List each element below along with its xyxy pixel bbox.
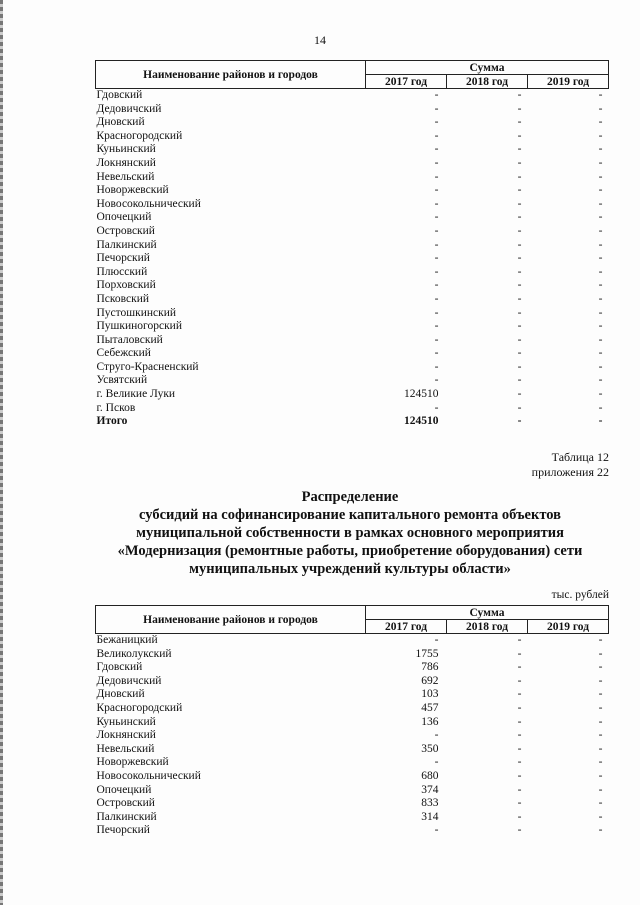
district-name-cell: Итого xyxy=(96,415,128,428)
page-number: 14 xyxy=(314,33,326,47)
table-row xyxy=(96,648,609,662)
value-2019-cell: - xyxy=(598,810,603,823)
value-2018-cell: - xyxy=(517,211,522,224)
appendix-number: приложения 22 xyxy=(531,465,609,479)
value-2019-cell: - xyxy=(598,170,603,183)
district-name-cell: Невельский xyxy=(96,742,155,755)
table-row xyxy=(96,198,609,212)
value-2017-cell: - xyxy=(434,170,439,183)
value-2017-cell: 124510 xyxy=(404,388,439,401)
table-row xyxy=(96,239,609,253)
value-2018-cell: - xyxy=(517,306,522,319)
district-name-cell: Палкинский xyxy=(96,238,157,251)
district-name-cell: Новоржевский xyxy=(96,184,169,197)
value-2018-cell: - xyxy=(517,265,522,278)
value-2019-cell: - xyxy=(598,401,603,414)
heading-line: муниципальной собственности в рамках основного мероприятия xyxy=(136,525,564,541)
value-2019-cell: - xyxy=(598,102,603,115)
value-2017-cell: - xyxy=(434,824,439,837)
table-row xyxy=(96,347,609,361)
value-2017-cell: - xyxy=(434,252,439,265)
value-2018-cell: - xyxy=(517,742,522,755)
value-2018-cell: - xyxy=(517,279,522,292)
value-2019-cell: - xyxy=(598,634,603,646)
district-name-cell: Островский xyxy=(96,797,155,810)
scan-edge xyxy=(0,0,3,905)
table-row xyxy=(96,770,609,784)
value-2019-cell: - xyxy=(598,415,603,428)
district-name-cell: Дновский xyxy=(96,688,145,701)
table-12-heading xyxy=(60,488,640,578)
value-2017-cell: - xyxy=(434,401,439,414)
value-2017-cell: - xyxy=(434,756,439,769)
value-2018-cell: - xyxy=(517,320,522,333)
value-2018-cell: - xyxy=(517,647,522,660)
value-2018-cell: - xyxy=(517,401,522,414)
district-name-cell: Дновский xyxy=(96,116,145,129)
value-2017-cell: 136 xyxy=(421,715,439,728)
table-row xyxy=(96,729,609,743)
district-name-cell: Опочецкий xyxy=(96,783,152,796)
table-row xyxy=(96,811,609,825)
table-row xyxy=(96,171,609,185)
district-name-cell: Палкинский xyxy=(96,810,157,823)
table-row xyxy=(96,334,609,348)
value-2019-cell: - xyxy=(598,197,603,210)
district-name-cell: Себежский xyxy=(96,347,151,360)
value-2019-cell: - xyxy=(598,347,603,360)
value-2018-cell: - xyxy=(517,143,522,156)
value-2017-cell: - xyxy=(434,156,439,169)
header-year-2017: 2017 год xyxy=(366,75,447,89)
district-name-cell: Новосокольнический xyxy=(96,197,201,210)
district-name-cell: Красногородский xyxy=(96,701,183,714)
heading-line: муниципальных учреждений культуры области» xyxy=(189,561,511,577)
value-2018-cell: - xyxy=(517,197,522,210)
table-row xyxy=(96,374,609,388)
value-2017-cell: - xyxy=(434,333,439,346)
value-2017-cell: - xyxy=(434,224,439,237)
table-number: Таблица 12 xyxy=(551,450,609,464)
header-year-2019: 2019 год xyxy=(528,620,609,634)
table-row xyxy=(96,225,609,239)
table-row xyxy=(96,103,609,117)
table-row xyxy=(96,634,609,648)
value-2019-cell: - xyxy=(598,143,603,156)
value-2017-cell: - xyxy=(434,211,439,224)
value-2019-cell: - xyxy=(598,224,603,237)
district-name-cell: Усвятский xyxy=(96,374,148,387)
value-2017-cell: 692 xyxy=(421,674,439,687)
value-2018-cell: - xyxy=(517,824,522,837)
table-row xyxy=(96,293,609,307)
district-name-cell: Псковский xyxy=(96,292,150,305)
district-name-cell: Дедовичский xyxy=(96,102,162,115)
value-2019-cell: - xyxy=(598,674,603,687)
value-2017-cell: - xyxy=(434,279,439,292)
value-2018-cell: - xyxy=(517,388,522,401)
district-name-cell: г. Псков xyxy=(96,401,136,414)
district-name-cell: Куньинский xyxy=(96,143,156,156)
units-label: тыс. рублей xyxy=(551,589,609,601)
value-2018-cell: - xyxy=(517,674,522,687)
value-2018-cell: - xyxy=(517,292,522,305)
value-2017-cell: 374 xyxy=(421,783,439,796)
value-2017-cell: - xyxy=(434,184,439,197)
value-2018-cell: - xyxy=(517,360,522,373)
table-row xyxy=(96,702,609,716)
total-row xyxy=(96,415,609,429)
district-name-cell: Дедовичский xyxy=(96,674,162,687)
value-2017-cell: - xyxy=(434,634,439,646)
value-2018-cell: - xyxy=(517,184,522,197)
value-2018-cell: - xyxy=(517,238,522,251)
value-2018-cell: - xyxy=(517,756,522,769)
value-2017-cell: 350 xyxy=(421,742,439,755)
value-2019-cell: - xyxy=(598,211,603,224)
value-2019-cell: - xyxy=(598,333,603,346)
table-row xyxy=(96,307,609,321)
table-row xyxy=(96,89,609,103)
value-2019-cell: - xyxy=(598,252,603,265)
heading-line: субсидий на софинансирование капитального ремонта объектов xyxy=(139,507,561,523)
value-2019-cell: - xyxy=(598,388,603,401)
table-row xyxy=(96,143,609,157)
district-name-cell: Невельский xyxy=(96,170,155,183)
value-2018-cell: - xyxy=(517,810,522,823)
subsidy-table-continued xyxy=(95,60,609,429)
value-2019-cell: - xyxy=(598,238,603,251)
value-2019-cell: - xyxy=(598,701,603,714)
value-2018-cell: - xyxy=(517,797,522,810)
value-2019-cell: - xyxy=(598,715,603,728)
value-2018-cell: - xyxy=(517,156,522,169)
value-2017-cell: 314 xyxy=(421,810,439,823)
value-2018-cell: - xyxy=(517,116,522,129)
table-row xyxy=(96,716,609,730)
table-row xyxy=(96,675,609,689)
value-2019-cell: - xyxy=(598,769,603,782)
value-2018-cell: - xyxy=(517,89,522,101)
value-2018-cell: - xyxy=(517,701,522,714)
district-name-cell: Островский xyxy=(96,224,155,237)
value-2017-cell: - xyxy=(434,197,439,210)
value-2019-cell: - xyxy=(598,320,603,333)
header-year-2017: 2017 год xyxy=(366,620,447,634)
district-name-cell: Печорский xyxy=(96,252,150,265)
header-district-name: Наименование районов и городов xyxy=(96,606,366,634)
value-2018-cell: - xyxy=(517,347,522,360)
district-name-cell: Куньинский xyxy=(96,715,156,728)
district-name-cell: Печорский xyxy=(96,824,150,837)
value-2018-cell: - xyxy=(517,102,522,115)
value-2018-cell: - xyxy=(517,252,522,265)
value-2019-cell: - xyxy=(598,824,603,837)
value-2017-cell: - xyxy=(434,116,439,129)
value-2018-cell: - xyxy=(517,170,522,183)
header-year-2018: 2018 год xyxy=(447,75,528,89)
value-2017-cell: 124510 xyxy=(404,415,439,428)
table-row xyxy=(96,361,609,375)
value-2018-cell: - xyxy=(517,415,522,428)
value-2019-cell: - xyxy=(598,265,603,278)
value-2018-cell: - xyxy=(517,715,522,728)
value-2019-cell: - xyxy=(598,156,603,169)
table-row xyxy=(96,184,609,198)
value-2017-cell: 833 xyxy=(421,797,439,810)
value-2019-cell: - xyxy=(598,279,603,292)
district-name-cell: Пустошкинский xyxy=(96,306,177,319)
district-name-cell: Великолукский xyxy=(96,647,172,660)
value-2018-cell: - xyxy=(517,224,522,237)
district-name-cell: Бежаницкий xyxy=(96,634,158,646)
value-2018-cell: - xyxy=(517,634,522,646)
table-row xyxy=(96,784,609,798)
value-2017-cell: - xyxy=(434,360,439,373)
value-2019-cell: - xyxy=(598,688,603,701)
value-2017-cell: - xyxy=(434,129,439,142)
value-2019-cell: - xyxy=(598,756,603,769)
district-name-cell: Порховский xyxy=(96,279,156,292)
value-2019-cell: - xyxy=(598,374,603,387)
subsidy-table-12 xyxy=(95,605,609,838)
table-row xyxy=(96,320,609,334)
value-2017-cell: - xyxy=(434,729,439,742)
header-sum: Сумма xyxy=(366,61,609,75)
table-row xyxy=(96,266,609,280)
value-2017-cell: - xyxy=(434,89,439,101)
value-2018-cell: - xyxy=(517,729,522,742)
value-2018-cell: - xyxy=(517,783,522,796)
heading-line: Распределение xyxy=(301,489,399,505)
value-2017-cell: - xyxy=(434,102,439,115)
district-name-cell: Гдовский xyxy=(96,661,143,674)
value-2017-cell: - xyxy=(434,320,439,333)
district-name-cell: Пыталовский xyxy=(96,333,163,346)
district-name-cell: Пушкиногорский xyxy=(96,320,182,333)
heading-line: «Модернизация (ремонтные работы, приобретение оборудования) сети xyxy=(117,543,583,559)
value-2019-cell: - xyxy=(598,742,603,755)
table-row xyxy=(96,743,609,757)
district-name-cell: Опочецкий xyxy=(96,211,152,224)
value-2019-cell: - xyxy=(598,783,603,796)
header-sum: Сумма xyxy=(366,606,609,620)
value-2019-cell: - xyxy=(598,661,603,674)
value-2018-cell: - xyxy=(517,688,522,701)
district-name-cell: Плюсский xyxy=(96,265,148,278)
table-row xyxy=(96,756,609,770)
value-2017-cell: 786 xyxy=(421,661,439,674)
district-name-cell: Гдовский xyxy=(96,89,143,101)
value-2018-cell: - xyxy=(517,333,522,346)
table-row xyxy=(96,116,609,130)
value-2017-cell: 457 xyxy=(421,701,439,714)
table-row xyxy=(96,824,609,838)
table-row xyxy=(96,252,609,266)
table-row xyxy=(96,157,609,171)
value-2019-cell: - xyxy=(598,360,603,373)
value-2019-cell: - xyxy=(598,292,603,305)
district-name-cell: Локнянский xyxy=(96,156,156,169)
district-name-cell: г. Великие Луки xyxy=(96,388,176,401)
value-2019-cell: - xyxy=(598,116,603,129)
district-name-cell: Новосокольнический xyxy=(96,769,201,782)
value-2018-cell: - xyxy=(517,129,522,142)
value-2017-cell: - xyxy=(434,143,439,156)
table-row xyxy=(96,688,609,702)
header-district-name: Наименование районов и городов xyxy=(96,61,366,89)
table-row xyxy=(96,211,609,225)
district-name-cell: Красногородский xyxy=(96,129,183,142)
value-2019-cell: - xyxy=(598,647,603,660)
value-2019-cell: - xyxy=(598,729,603,742)
table-row xyxy=(96,402,609,416)
header-year-2019: 2019 год xyxy=(528,75,609,89)
value-2018-cell: - xyxy=(517,769,522,782)
table-row xyxy=(96,797,609,811)
value-2019-cell: - xyxy=(598,797,603,810)
value-2017-cell: - xyxy=(434,306,439,319)
header-year-2018: 2018 год xyxy=(447,620,528,634)
value-2017-cell: - xyxy=(434,238,439,251)
value-2019-cell: - xyxy=(598,89,603,101)
value-2019-cell: - xyxy=(598,306,603,319)
value-2017-cell: 1755 xyxy=(415,647,439,660)
district-name-cell: Локнянский xyxy=(96,729,156,742)
value-2017-cell: - xyxy=(434,265,439,278)
value-2017-cell: - xyxy=(434,347,439,360)
district-name-cell: Струго-Красненский xyxy=(96,360,199,373)
value-2018-cell: - xyxy=(517,661,522,674)
table-row xyxy=(96,279,609,293)
value-2017-cell: - xyxy=(434,292,439,305)
value-2019-cell: - xyxy=(598,184,603,197)
table-row xyxy=(96,388,609,402)
district-name-cell: Новоржевский xyxy=(96,756,169,769)
value-2018-cell: - xyxy=(517,374,522,387)
value-2019-cell: - xyxy=(598,129,603,142)
table-row xyxy=(96,661,609,675)
table-row xyxy=(96,130,609,144)
value-2017-cell: - xyxy=(434,374,439,387)
value-2017-cell: 680 xyxy=(421,769,439,782)
table-number-label xyxy=(532,450,609,480)
value-2017-cell: 103 xyxy=(421,688,439,701)
